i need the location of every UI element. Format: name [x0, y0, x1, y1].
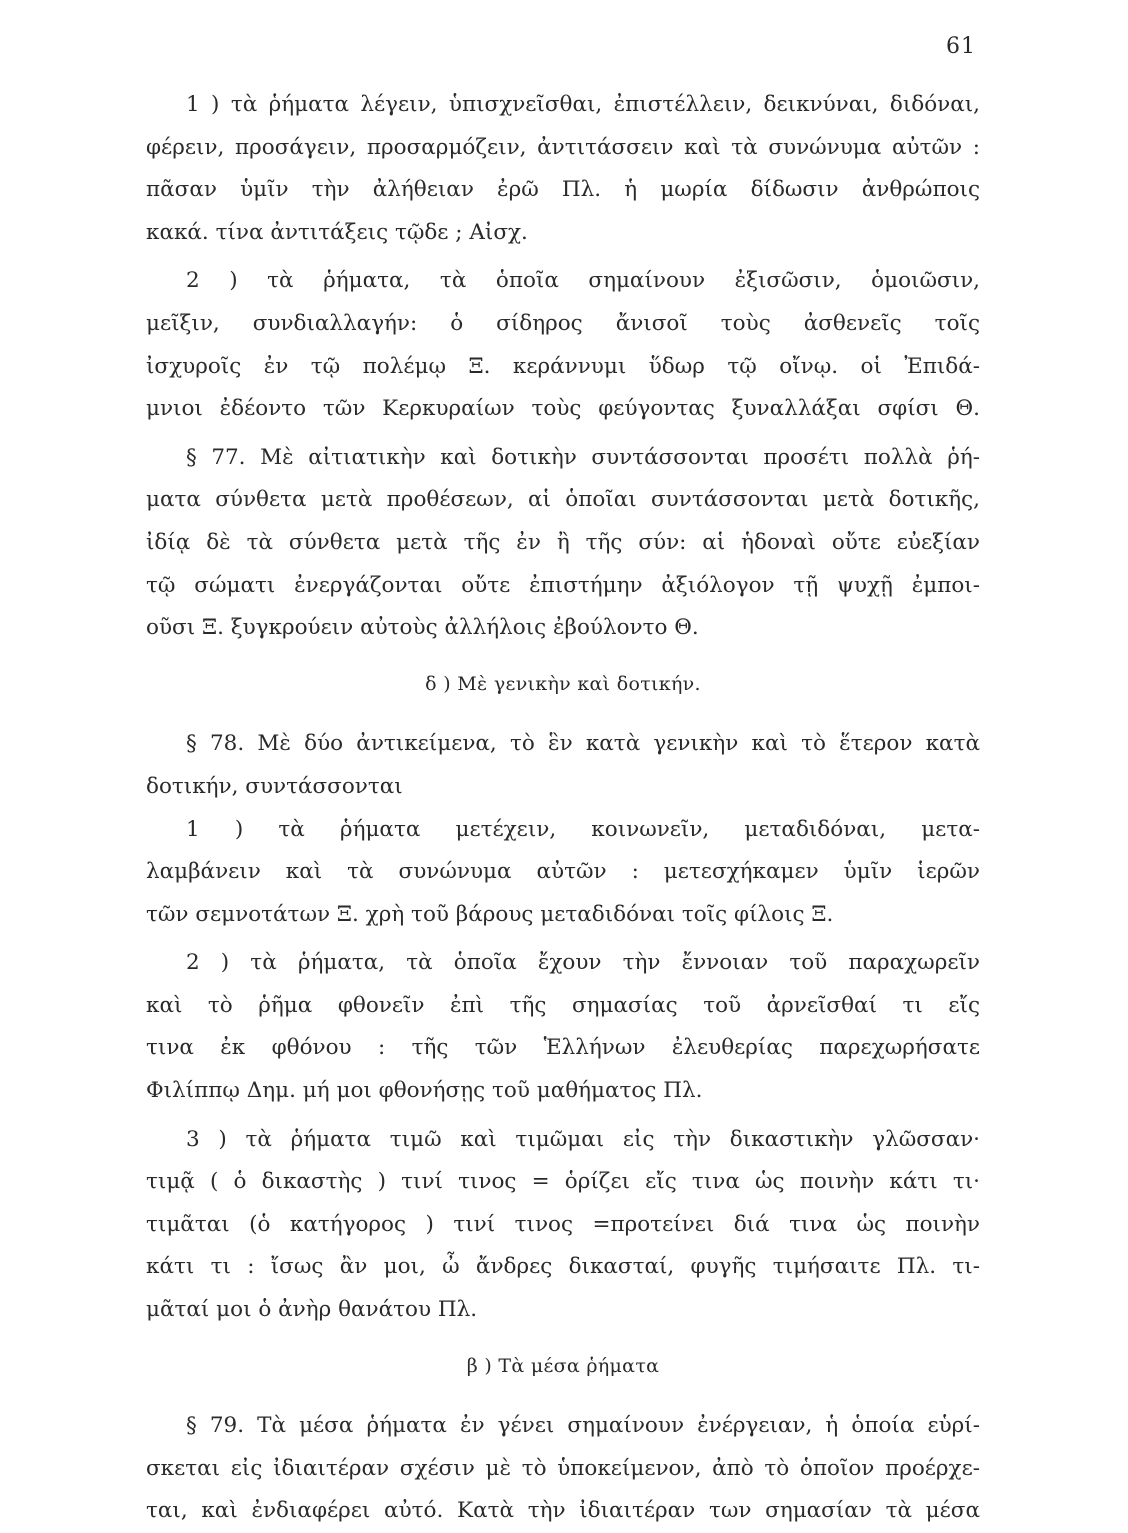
text-line: λαμβάνειν καὶ τὰ συνώνυμα αὐτῶν : μετεσχήκαμεν ὑμῖν ἱερῶν	[146, 859, 980, 885]
text-line: 2 ) τὰ ῥήματα, τὰ ὁποῖα σημαίνουν ἐξισῶσιν, ὁμοιῶσιν,	[186, 268, 980, 294]
section-78-item-2	[146, 942, 980, 1112]
text-line: τῷ σώματι ἐνεργάζονται οὔτε ἐπιστήμην ἀξιόλογον τῇ ψυχῇ ἐμποι-	[146, 572, 980, 598]
text-line: τιμᾶται (ὁ κατήγορος ) τινί τινος =προτείνει διά τινα ὡς ποινὴν	[146, 1211, 980, 1237]
text-line: μεῖξιν, συνδιαλλαγήν: ὁ σίδηρος ἄνισοῖ τοὺς ἀσθενεῖς τοῖς	[146, 310, 980, 336]
text-line: § 79. Τὰ μέσα ῥήματα ἐν γένει σημαίνουν ἐνέργειαν, ἡ ὁποία εὑρί-	[186, 1413, 980, 1439]
text-line: Φιλίππῳ Δημ. μή μοι φθονήσῃς τοῦ μαθήματος Πλ.	[146, 1078, 703, 1104]
section-77	[146, 437, 980, 650]
text-line: σκεται εἰς ἰδιαιτέραν σχέσιν μὲ τὸ ὑποκείμενον, ἀπὸ τὸ ὁποῖον προέρχε-	[146, 1455, 980, 1481]
section-78-item-3	[146, 1119, 980, 1332]
text-line: κάτι τι : ἴσως ἂν μοι, ὦ ἄνδρες δικασταί, φυγῆς τιμήσαιτε Πλ. τι-	[146, 1254, 980, 1280]
subsection-heading-delta: δ ) Μὲ γενικὴν καὶ δοτικήν.	[425, 672, 701, 695]
text-line: 3 ) τὰ ῥήματα τιμῶ καὶ τιμῶμαι εἰς τὴν δικαστικὴν γλῶσσαν·	[186, 1126, 980, 1152]
text-line: φέρειν, προσάγειν, προσαρμόζειν, ἀντιτάσσειν καὶ τὰ συνώνυμα αὐτῶν :	[146, 134, 980, 160]
text-line: τινα ἐκ φθόνου : τῆς τῶν Ἑλλήνων ἐλευθερίας παρεχωρήσατε	[146, 1035, 980, 1061]
page-number: 61	[946, 34, 976, 59]
text-line: τιμᾷ ( ὁ δικαστὴς ) τινί τινος = ὁρίζει εἴς τινα ὡς ποινὴν κάτι τι·	[146, 1169, 980, 1195]
text-line: δοτικήν, συντάσσονται	[146, 773, 403, 799]
text-line: ἰδίᾳ δὲ τὰ σύνθετα μετὰ τῆς ἐν ἢ τῆς σύν: αἱ ἡδοναὶ οὔτε εὐεξίαν	[146, 529, 980, 555]
text-line: 1 ) τὰ ῥήματα μετέχειν, κοινωνεῖν, μεταδιδόναι, μετα-	[186, 816, 980, 842]
text-line: ματα σύνθετα μετὰ προθέσεων, αἱ ὁποῖαι συντάσσονται μετὰ δοτικῆς,	[146, 487, 980, 513]
section-78-item-1	[146, 809, 980, 937]
section-76-item-2	[146, 260, 980, 430]
section-76-item-1	[146, 84, 980, 254]
text-line: τῶν σεμνοτάτων Ξ. χρὴ τοῦ βάρους μεταδιδόναι τοῖς φίλοις Ξ.	[146, 901, 834, 927]
text-line: 1 ) τὰ ῥήματα λέγειν, ὑπισχνεῖσθαι, ἐπιστέλλειν, δεικνύναι, διδόναι,	[186, 92, 980, 117]
text-line: § 77. Μὲ αἰτιατικὴν καὶ δοτικὴν συντάσσονται προσέτι πολλὰ ῥή-	[186, 444, 980, 470]
text-line: ἰσχυροῖς ἐν τῷ πολέμῳ Ξ. κεράννυμι ὕδωρ τῷ οἴνῳ. οἱ Ἐπιδά-	[146, 353, 980, 379]
subsection-heading-beta: β ) Τὰ μέσα ῥήματα	[466, 1354, 660, 1377]
text-line: μνιοι ἐδέοντο τῶν Κερκυραίων τοὺς φεύγοντας ξυναλλάξαι σφίσι Θ.	[146, 396, 980, 422]
text-line: κακά. τίνα ἀντιτάξεις τῷδε ; Αἰσχ.	[146, 219, 528, 245]
text-line: 2 ) τὰ ῥήματα, τὰ ὁποῖα ἔχουν τὴν ἔννοιαν τοῦ παραχωρεῖν	[186, 950, 980, 976]
text-line: καὶ τὸ ῥῆμα φθονεῖν ἐπὶ τῆς σημασίας τοῦ ἀρνεῖσθαί τι εἴς	[146, 992, 980, 1018]
text-line: οῦσι Ξ. ξυγκρούειν αὐτοὺς ἀλλήλοις ἐβούλοντο Θ.	[146, 615, 699, 641]
text-line: μᾶταί μοι ὁ ἀνὴρ θανάτου Πλ.	[146, 1297, 478, 1323]
text-line: ται, καὶ ἐνδιαφέρει αὐτό. Κατὰ τὴν ἰδιαιτέραν των σημασίαν τὰ μέσα	[146, 1498, 980, 1524]
text-line: πᾶσαν ὑμῖν τὴν ἀλήθειαν ἐρῶ Πλ. ἡ μωρία δίδωσιν ἀνθρώποις	[146, 177, 980, 203]
section-78	[146, 723, 980, 808]
section-79	[146, 1405, 980, 1533]
text-line: § 78. Μὲ δύο ἀντικείμενα, τὸ ἓν κατὰ γενικὴν καὶ τὸ ἕτερον κατὰ	[186, 731, 980, 757]
